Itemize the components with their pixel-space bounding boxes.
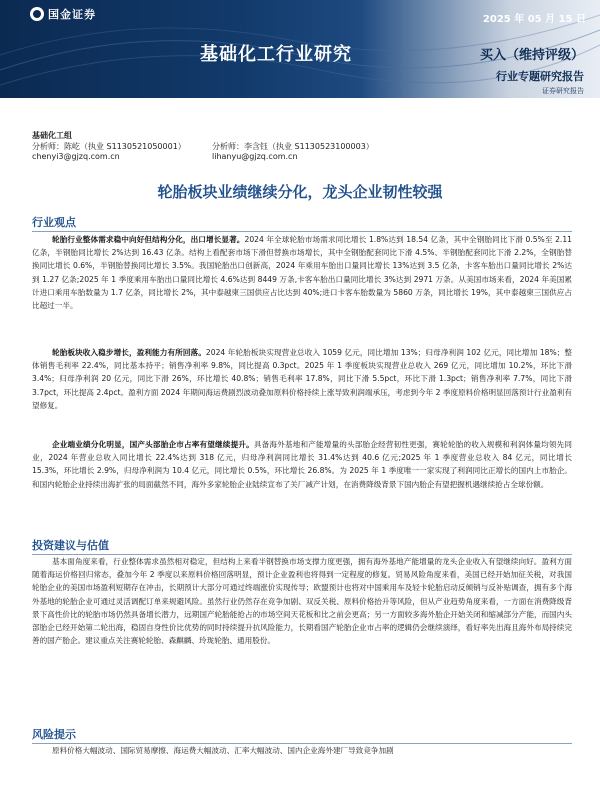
paragraph-risk-body: 原料价格大幅波动、国际贸易摩擦、海运费大幅波动、汇率大幅波动、国内企业海外建厂导致竞争加剧 xyxy=(52,746,394,755)
section-risk: 风险提示 xyxy=(32,726,572,744)
section-industry-view: 行业观点 xyxy=(32,214,572,232)
paragraph-demand xyxy=(32,233,572,312)
report-headline: 轮胎板块业绩继续分化，龙头企业韧性较强 xyxy=(157,183,443,201)
paragraph-risk xyxy=(32,744,572,757)
analyst-1: 分析师：陈屹（执业 S1130521050001） xyxy=(32,142,186,151)
paragraph-demand-lead: 轮胎行业整体需求稳中向好但结构分化，出口增长显著。 xyxy=(52,235,245,244)
report-type: 行业专题研究报告 xyxy=(496,70,584,83)
rating-label: 买入（维持评级） xyxy=(479,48,584,63)
logo-icon xyxy=(30,7,44,21)
paragraph-investment-body: 基本面角度来看，行业整体需求虽然相对稳定，但结构上来看半钢替换市场支撑力度更强，拥有海外基地产能增量的龙头企业收入有望继续向好。盈利方面随着海运价格回归常态，叠加今年 2 季度以来原料价格回落明显，预计企业盈利也将得到一定程度的修复。贸易风险角度来看，美国已经开始加征关税，对我国轮胎企业的美国市场盈利短期存在冲击，长期预计大部分可通过终端涨价实现传导；欧盟预计也将对中国乘用车及轻卡轮胎启动反倾销与反补贴调查，拥有多个海外基地的轮胎企业可通过灵活调配订单来规避风险。虽然行业仍然存在竞争加剧、双反关税、原料价格抬升等风险，但从产业趋势角度来看，一方面在消费降级背景下高性价比的轮胎市场仍然具备增长潜力，远期国产轮胎能抢占的市场空间天花板和比之前会更高；另一方面较多海外胎企开始关闭和缩减部分产能，而国内头部胎企已经开始第二轮出海，稳固自身性价比优势的同时持续提升抗风险能力，长期看国产轮胎企业市占率的逻辑仍会继续演绎，看好率先出海且海外布局持续完善的国产胎企。建议重点关注赛轮轮胎、森麒麟、玲珑轮胎、通用股份。 xyxy=(32,557,572,646)
paragraph-demand-body: 2024 年全球轮胎市场需求同比增长 1.8%达到 18.54 亿条，其中全钢胎同比下滑 0.5%至 2.11 亿条，半钢胎同比增长 2%达到 16.43 亿条。结构上看配套市场下滑但替换市场增长，其中全钢胎配套同比下滑 4.5%、半钢胎配套同比下滑 2.2%，全钢胎替换同比增长 0.6%，半钢胎替换同比增长 3.5%。我国轮胎出口创新高，2024 年乘用车胎出口量同比增长 13%达到 3.5 亿条，卡客车胎出口量同比增长 2%达到 1.27 亿条;2025 年 1 季度乘用车胎出口量同比增长 4.6%达到 8449 万条,卡客车胎出口量同比增长 3%达到 2971 万条。从美国市场来看，2024 年美国累计进口乘用车胎数量为 1.7 亿条，同比增长 2%，其中泰越柬三国供应占比达到 40%;进口卡客车胎数量为 5860 万条，同比增长 19%，其中泰越柬三国供应占比超过一半。 xyxy=(32,235,572,311)
paragraph-investment xyxy=(32,555,572,647)
header-banner xyxy=(0,0,600,98)
report-title: 基础化工行业研究 xyxy=(200,44,352,65)
analyst-2: 分析师：李含钰（执业 S1130523100003） xyxy=(212,142,374,151)
paragraph-revenue-lead: 轮胎板块收入稳步增长，盈利能力有所回落。 xyxy=(52,348,206,357)
paragraph-revenue xyxy=(32,346,572,412)
report-date: 2025 年 05 月 15 日 xyxy=(482,14,586,25)
paragraph-enterprise-lead: 企业端业绩分化明显，国产头部胎企市占率有望继续提升。 xyxy=(52,440,254,449)
paragraph-enterprise xyxy=(32,438,572,491)
company-logo: 国金证券 xyxy=(30,6,96,22)
paragraph-enterprise-body: 具备海外基地和产能增量的头部胎企经营韧性更强，赛轮轮胎的收入规模和利润体量均领先同业，2024 年营业总收入同比增长 22.4%达到 318 亿元，归母净利润同比增长 31.4%达到 40.6 亿元;2025 年 1 季度营业总收入 84 亿元，同比增长 15.3%，环比增长 2.9%，归母净利润为 10.4 亿元，同比增长 0.5%，环比增长 26.8%。为 2025 年 1 季度唯一一家实现了利润同比正增长的国内上市胎企。和国内轮胎企业持续出海扩张的局面截然不同，海外多家轮胎企业陆续宣布了关厂减产计划，在消费降级背景下国内胎企有望把握机遇继续抢占全球份额。 xyxy=(32,440,572,489)
report-subtype: 证券研究报告 xyxy=(542,87,584,95)
analyst-1-email[interactable]: chenyi3@gjzq.com.cn xyxy=(32,152,120,161)
paragraph-revenue-body: 2024 年轮胎板块实现营业总收入 1059 亿元，同比增加 13%；归母净利润 102 亿元，同比增加 18%；整体销售毛利率 22.4%，同比基本持平；销售净利率 9.8%，同比提高 0.3pct。2025 年 1 季度板块实现营业总收入 269 亿元，同比增加 10.2%，环比下滑 3.4%；归母净利润 20 亿元，同比下滑 26%，环比增长 40.8%；销售毛利率 17.8%，同比下滑 5.5pct，环比下滑 1.3pct；销售净利率 7.7%，同比下滑 3.7pct，环比提高 2.4pct。盈利方面 2024 年期间海运费剧烈波动叠加原料价格持续上涨导致利润端承压，考虑到今年 2 季度原料价格明显回落预计行业盈利有望修复。 xyxy=(32,348,572,410)
team-name: 基础化工组 xyxy=(32,131,72,140)
analyst-2-email[interactable]: lihanyu@gjzq.com.cn xyxy=(212,152,298,161)
section-investment: 投资建议与估值 xyxy=(32,537,572,555)
